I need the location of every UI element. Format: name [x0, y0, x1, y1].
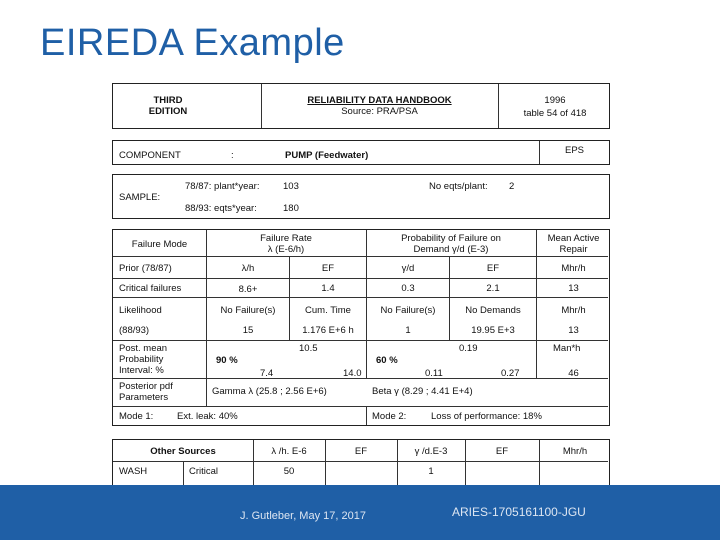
- posterior-repair-value: 46: [568, 368, 579, 379]
- sample-row1-label: 78/87: plant*year:: [185, 181, 260, 192]
- handbook-year: 1996: [544, 95, 566, 106]
- table-reference: table 54 of 418: [523, 108, 587, 119]
- critical-ef1: 1.4: [321, 283, 335, 294]
- posterior-lambda-high: 14.0: [343, 368, 362, 379]
- prior-ef2: EF: [486, 263, 500, 274]
- edition-line1: THIRD: [153, 95, 183, 106]
- mode2-value: Loss of performance: 18%: [431, 411, 542, 422]
- col-repair-sub: Repair: [559, 244, 588, 255]
- other-row-source: WASH: [119, 466, 148, 477]
- reliability-table: [112, 229, 610, 426]
- col-failure-rate-unit: λ (E-6/h): [267, 244, 305, 255]
- sample-eqts-value: 2: [509, 181, 515, 192]
- parameters-label: Parameters: [119, 392, 169, 403]
- sample-label: SAMPLE:: [119, 192, 161, 203]
- other-sources-header: Other Sources: [150, 446, 216, 457]
- likelihood-no-demands: No Demands: [465, 305, 521, 316]
- critical-gamma: 0.3: [401, 283, 415, 294]
- col-failure-rate: Failure Rate: [260, 233, 312, 244]
- component-box: [112, 140, 610, 165]
- beta-gamma-parameters: Beta γ (8.29 ; 4.41 E+4): [372, 386, 473, 397]
- sample-box: [112, 174, 610, 219]
- interval-label: Interval: %: [119, 365, 164, 376]
- footer-bar: [0, 485, 720, 540]
- other-row-lambda: 50: [283, 466, 295, 477]
- posterior-gamma-mean: 0.19: [459, 343, 478, 354]
- handbook-source: Source: PRA/PSA: [341, 106, 418, 117]
- critical-label: Critical failures: [119, 283, 182, 294]
- slide-title: EIREDA Example: [40, 22, 345, 64]
- probability-label: Probability: [119, 354, 164, 365]
- posterior-lambda-low: 7.4: [260, 368, 274, 379]
- posterior-lambda-mean: 10.5: [299, 343, 318, 354]
- posterior-mean-label: Post. mean: [119, 343, 168, 354]
- component-value: PUMP (Feedwater): [285, 150, 369, 161]
- component-label: COMPONENT: [119, 150, 181, 161]
- posterior-lambda-percent: 90 %: [216, 355, 238, 366]
- likelihood-no-failures-gamma: No Failure(s): [380, 305, 436, 316]
- other-row-gamma: 1: [428, 466, 434, 477]
- posterior-pdf-label: Posterior pdf: [119, 381, 173, 392]
- posterior-repair-unit: Man*h: [553, 343, 581, 354]
- other-sources-table: [112, 439, 610, 489]
- other-col-ef1: EF: [354, 446, 368, 457]
- likelihood-no-failures-lambda-value: 15: [242, 325, 254, 336]
- posterior-gamma-low: 0.11: [425, 368, 443, 379]
- footer-document-id: ARIES-1705161100-JGU: [452, 505, 586, 519]
- edition-line2: EDITION: [148, 106, 188, 117]
- other-col-ef2: EF: [495, 446, 509, 457]
- scanned-document: [112, 80, 610, 485]
- mode2-label: Mode 2:: [372, 411, 407, 422]
- prior-repair-unit: Mhr/h: [561, 263, 586, 274]
- header-box: [112, 83, 610, 129]
- prior-label: Prior (78/87): [119, 263, 172, 274]
- critical-repair: 13: [568, 283, 579, 294]
- posterior-gamma-percent: 60 %: [376, 355, 398, 366]
- mode1-value: Ext. leak: 40%: [177, 411, 238, 422]
- critical-ef2: 2.1: [486, 283, 500, 294]
- col-probability: Probability of Failure on: [401, 233, 501, 244]
- component-colon: :: [231, 150, 234, 161]
- likelihood-repair-value: 13: [568, 325, 579, 336]
- posterior-gamma-high: 0.27: [501, 368, 520, 379]
- component-code: EPS: [565, 145, 585, 156]
- likelihood-cum-time: Cum. Time: [305, 305, 351, 316]
- critical-lambda: 8.6+: [238, 284, 258, 295]
- prior-lambda-unit: λ/h: [241, 263, 255, 274]
- footer-author-date: J. Gutleber, May 17, 2017: [240, 510, 366, 522]
- likelihood-label: Likelihood: [119, 305, 162, 316]
- prior-ef1: EF: [321, 263, 335, 274]
- handbook-title: RELIABILITY DATA HANDBOOK: [307, 95, 452, 106]
- gamma-lambda-parameters: Gamma λ (25.8 ; 2.56 E+6): [212, 386, 327, 397]
- likelihood-no-demands-value: 19.95 E+3: [471, 325, 515, 336]
- sample-row1-value: 103: [283, 181, 299, 192]
- sample-eqts-label: No eqts/plant:: [429, 181, 488, 192]
- likelihood-period: (88/93): [119, 325, 150, 336]
- col-failure-mode: Failure Mode: [131, 239, 188, 250]
- likelihood-cum-time-value: 1.176 E+6 h: [302, 325, 354, 336]
- other-row-type: Critical: [189, 466, 219, 477]
- sample-row2-label: 88/93: eqts*year:: [185, 203, 257, 214]
- other-col-repair: Mhr/h: [562, 446, 588, 457]
- col-probability-unit: Demand γ/d (E-3): [413, 244, 489, 255]
- likelihood-no-failures-lambda: No Failure(s): [220, 305, 276, 316]
- sample-row2-value: 180: [283, 203, 299, 214]
- other-col-lambda: λ /h. E-6: [271, 446, 307, 457]
- likelihood-repair-unit: Mhr/h: [561, 305, 586, 316]
- prior-gamma-unit: γ/d: [401, 263, 415, 274]
- likelihood-no-failures-gamma-value: 1: [405, 325, 411, 336]
- mode1-label: Mode 1:: [119, 411, 154, 422]
- col-repair: Mean Active: [547, 233, 600, 244]
- other-col-gamma: γ /d.E-3: [414, 446, 448, 457]
